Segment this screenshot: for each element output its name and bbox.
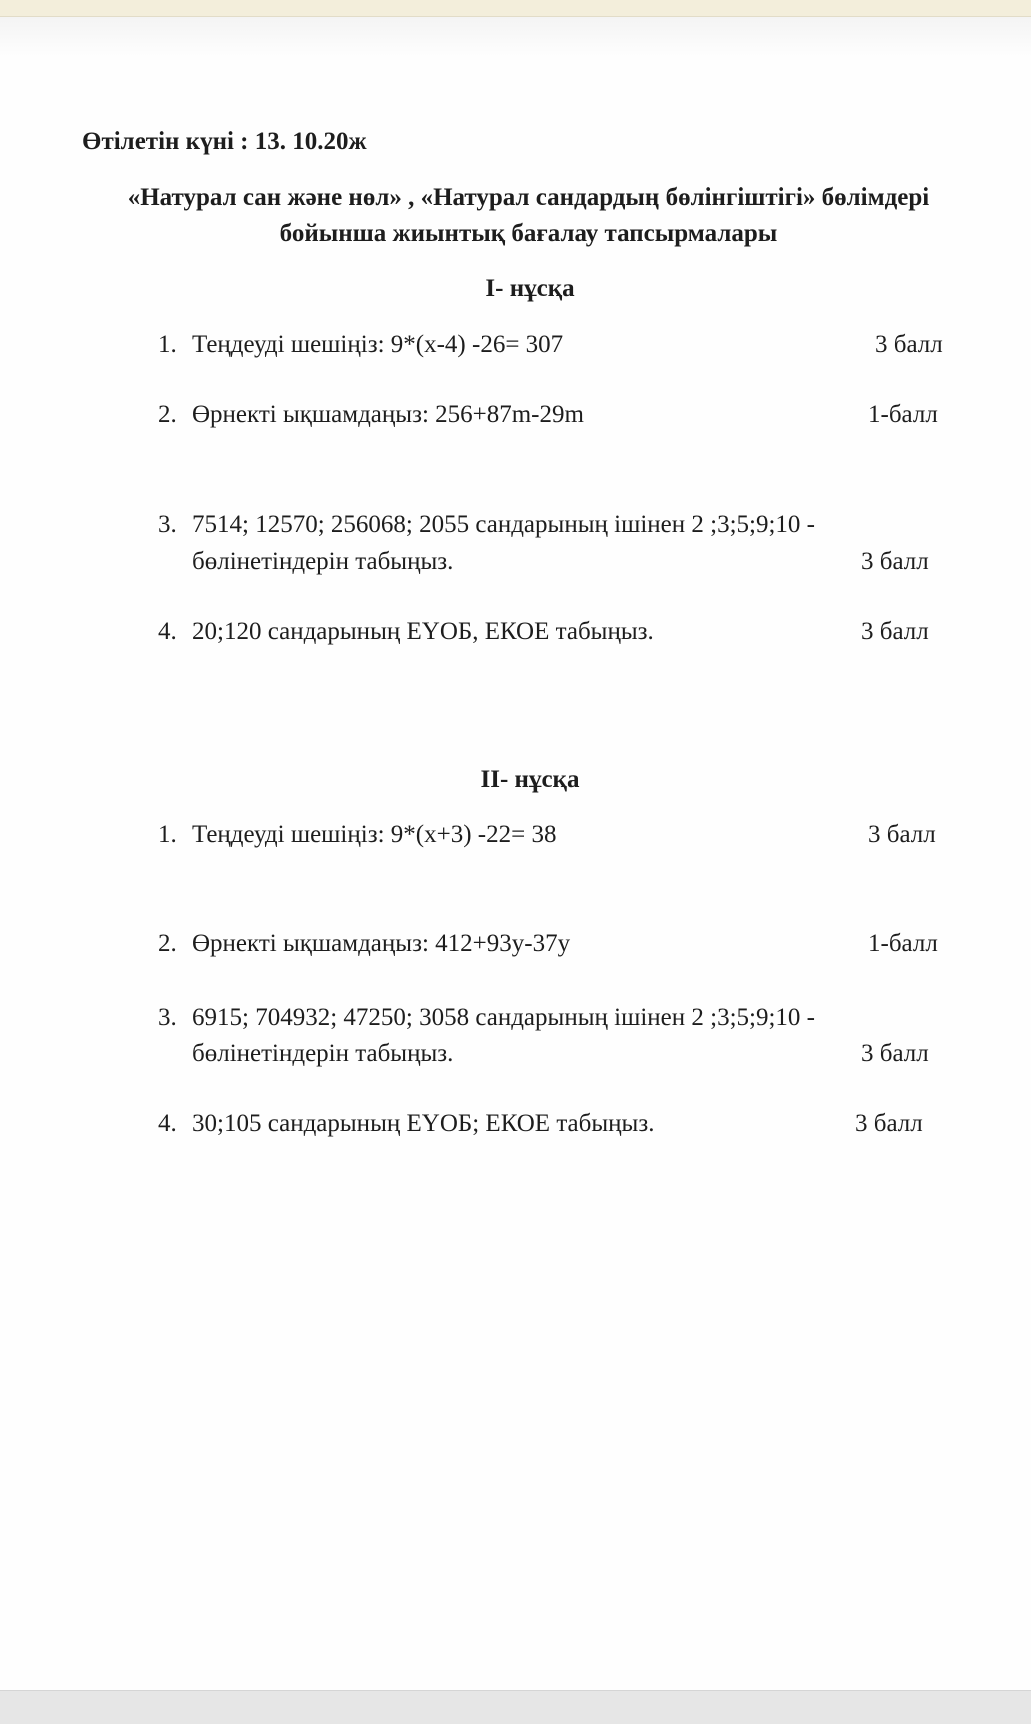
top-shade [0,17,1031,57]
task-number: 3. [158,511,177,538]
task-points: 3 балл [861,548,929,575]
task-text-continued: бөлінетіндерін табыңыз. [192,1040,454,1067]
task-text: 7514; 12570; 256068; 2055 сандарының ішінен 2 ;3;5;9;10 - [192,511,815,538]
task-text: 30;105 сандарының ЕҮОБ; ЕКОЕ табыңыз. [192,1110,655,1137]
task-number: 3. [158,1004,177,1031]
task-text: Теңдеуді шешіңіз: 9*(х-4) -26= 307 [192,331,564,358]
task-points: 3 балл [855,1110,923,1137]
task-number: 4. [158,1110,177,1137]
task-points: 3 балл [861,618,929,645]
task-points: 1-балл [868,401,938,428]
top-edge-strip [0,0,1031,17]
task-text: 20;120 сандарының ЕҮОБ, ЕКОЕ табыңыз. [192,618,654,645]
task-text: Өрнекті ықшамдаңыз: 256+87m-29m [192,401,584,428]
task-text: Теңдеуді шешіңіз: 9*(х+3) -22= 38 [192,821,557,848]
task-number: 1. [158,821,177,848]
bottom-edge-bar [0,1690,1031,1724]
task-points: 3 балл [861,1040,929,1067]
title-line-1: «Натурал сан және нөл» , «Натурал сандардың бөлінгіштігі» бөлімдері [127,184,930,211]
task-text: Өрнекті ықшамдаңыз: 412+93у-37у [192,930,571,957]
task-points: 1-балл [868,930,938,957]
task-number: 2. [158,930,177,957]
task-number: 2. [158,401,177,428]
title-line-2: бойынша жиынтық бағалау тапсырмалары [279,220,778,247]
task-number: 4. [158,618,177,645]
task-text: 6915; 704932; 47250; 3058 сандарының ішінен 2 ;3;5;9;10 - [192,1004,815,1031]
variant-1-heading: І- нұсқа [485,275,575,302]
task-number: 1. [158,331,177,358]
variant-2-heading: ІІ- нұсқа [480,766,580,793]
date-line: Өтілетін күні : 13. 10.20ж [82,128,367,155]
task-points: 3 балл [875,331,943,358]
task-points: 3 балл [868,821,936,848]
task-text-continued: бөлінетіндерін табыңыз. [192,548,454,575]
